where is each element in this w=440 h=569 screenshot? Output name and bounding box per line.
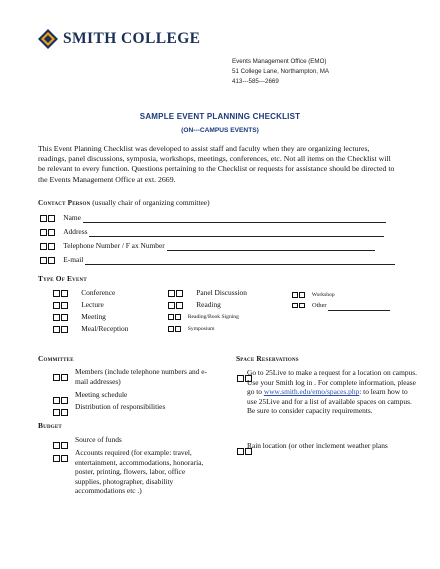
name-line[interactable] bbox=[83, 214, 386, 223]
event-type-heading: Type Of Event bbox=[38, 274, 87, 283]
event-option-other bbox=[292, 301, 390, 311]
contact-field-email bbox=[40, 255, 395, 265]
checkbox-pair[interactable] bbox=[53, 288, 69, 298]
contact-heading-row bbox=[38, 198, 210, 208]
smith-college-logo bbox=[38, 29, 200, 49]
option-label: Workshop bbox=[311, 292, 335, 299]
committee-heading: Committee bbox=[38, 354, 74, 363]
checkbox-pair[interactable] bbox=[53, 300, 69, 310]
space-item bbox=[237, 368, 417, 416]
checkbox-pair[interactable] bbox=[53, 312, 69, 322]
committee-item bbox=[53, 390, 223, 400]
event-option bbox=[53, 300, 104, 310]
office-line: 413---585---2669 bbox=[232, 78, 279, 85]
contact-field-name bbox=[40, 213, 386, 223]
checkbox-pair[interactable] bbox=[53, 324, 69, 334]
checkbox-pair[interactable] bbox=[237, 442, 253, 460]
field-label: Address bbox=[63, 227, 88, 236]
item-label: Members (include telephone numbers and e-mail addresses) bbox=[75, 367, 207, 386]
checkbox-pair[interactable] bbox=[168, 324, 182, 334]
committee-item bbox=[53, 402, 223, 412]
space-text-b: : to learn how to use 25Live and for a list of available spaces on campus. Be sure to consider capacity requirements. bbox=[247, 387, 412, 416]
checkbox-pair[interactable] bbox=[168, 288, 184, 298]
phone-line[interactable] bbox=[167, 242, 375, 251]
checkbox-pair[interactable] bbox=[40, 241, 56, 251]
option-label: Reading bbox=[196, 300, 221, 309]
diamond-logo-icon bbox=[38, 29, 58, 49]
checkbox-pair[interactable] bbox=[168, 312, 182, 322]
space-item bbox=[237, 441, 417, 451]
contact-note: (usually chair of organizing committee) bbox=[92, 198, 210, 207]
event-option bbox=[168, 288, 247, 298]
checkbox-pair[interactable] bbox=[53, 403, 69, 421]
item-label: Source of funds bbox=[75, 435, 122, 444]
option-label: Panel Discussion bbox=[196, 288, 247, 297]
other-line[interactable] bbox=[328, 303, 390, 311]
checkbox-pair[interactable] bbox=[40, 255, 56, 265]
field-label: E-mail bbox=[63, 255, 84, 264]
event-option bbox=[168, 324, 215, 334]
budget-item bbox=[53, 435, 223, 445]
contact-field-phone bbox=[40, 241, 375, 251]
item-label: Accounts required (for example: travel, entertainment, accommodations, honoraria, poster, printing, flowers, labor, office supplies, photographer, disability accommodations etc .) bbox=[75, 448, 204, 496]
document-subtitle: (ON---CAMPUS EVENTS) bbox=[181, 127, 259, 134]
checkbox-pair[interactable] bbox=[292, 301, 306, 311]
contact-heading: Contact Person bbox=[38, 199, 91, 207]
email-line[interactable] bbox=[85, 256, 395, 265]
checkbox-pair[interactable] bbox=[53, 449, 69, 467]
event-option bbox=[292, 290, 335, 300]
event-option bbox=[53, 312, 106, 322]
checkbox-pair[interactable] bbox=[292, 290, 306, 300]
item-label: Meeting schedule bbox=[75, 390, 128, 399]
document-title: SAMPLE EVENT PLANNING CHECKLIST bbox=[139, 112, 301, 121]
space-text-a: Go to 25Live to make a request for a location on campus. Use your Smith log in . For complete information, please go to bbox=[247, 368, 417, 397]
option-label: Meal/Reception bbox=[81, 324, 129, 333]
option-label: Reading/Book Signing bbox=[187, 314, 239, 321]
checkbox-pair[interactable] bbox=[237, 369, 253, 387]
space-heading: Space Reservations bbox=[236, 354, 299, 363]
office-line: Events Management Office (EMO) bbox=[232, 58, 327, 65]
option-label: Conference bbox=[81, 288, 116, 297]
event-option bbox=[53, 288, 115, 298]
option-label: Other bbox=[311, 302, 327, 310]
spaces-link[interactable]: www.smith.edu/emo/spaces.php bbox=[263, 387, 360, 397]
field-label: Name bbox=[63, 213, 81, 222]
address-line[interactable] bbox=[89, 228, 384, 237]
budget-heading: Budget bbox=[38, 421, 62, 430]
item-label: Rain location (or other inclement weather plans bbox=[247, 441, 388, 450]
checkbox-pair[interactable] bbox=[40, 213, 56, 223]
office-address bbox=[232, 57, 412, 87]
item-label: Distribution of responsibilities bbox=[75, 402, 166, 411]
event-option bbox=[168, 312, 239, 322]
contact-field-address bbox=[40, 227, 384, 237]
event-option bbox=[168, 300, 221, 310]
logo-text: SMITH COLLEGE bbox=[63, 30, 201, 47]
field-label: Telephone Number / F ax Number bbox=[63, 241, 165, 250]
checkbox-pair[interactable] bbox=[168, 300, 184, 310]
space-item-text bbox=[247, 368, 417, 416]
option-label: Meeting bbox=[81, 312, 106, 321]
checkbox-pair[interactable] bbox=[40, 227, 56, 237]
option-label: Lecture bbox=[81, 300, 104, 309]
event-option bbox=[53, 324, 128, 334]
budget-item bbox=[53, 448, 213, 496]
office-line: 51 College Lane, Northampton, MA bbox=[232, 68, 329, 75]
checkbox-pair[interactable] bbox=[53, 368, 69, 386]
option-label: Symposium bbox=[187, 326, 215, 333]
intro-paragraph: This Event Planning Checklist was developed to assist staff and faculty when they are organizing lectures, readings, panel discussions, symposia, workshops, meetings, conferences, etc. Not all items on the Checklist will be relevant to every function. Questions pertaining to the Checklist or requests for assistance should be directed to the Events Management Office at ext. 2669. bbox=[38, 144, 395, 184]
committee-item bbox=[53, 367, 213, 386]
